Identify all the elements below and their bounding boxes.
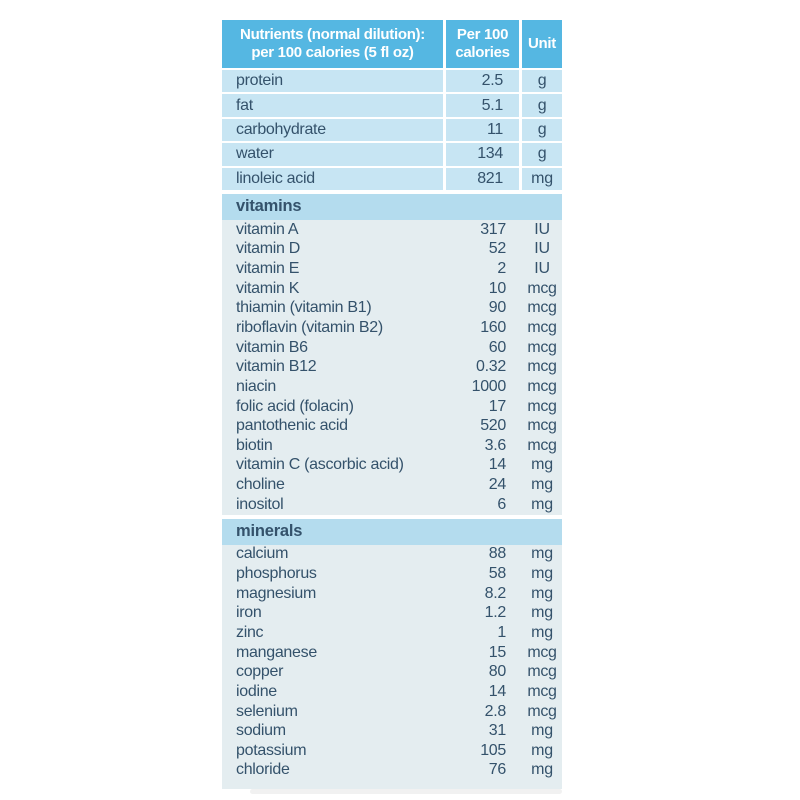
nutrient-name: carbohydrate <box>222 119 443 141</box>
header-unit-label: Unit <box>528 35 556 52</box>
nutrient-unit: mg <box>531 722 553 740</box>
nutrient-row <box>222 584 562 604</box>
nutrient-unit: mcg <box>527 663 557 681</box>
nutrient-name: vitamin B6 <box>236 338 308 356</box>
nutrient-name: biotin <box>236 436 273 454</box>
nutrient-name: protein <box>222 70 443 92</box>
nutrient-val: 520 <box>480 417 506 435</box>
nutrient-name: copper <box>236 663 284 681</box>
nutrient-val: 52 <box>488 240 506 258</box>
nutrient-unit: mcg <box>527 417 557 435</box>
nutrient-name: potassium <box>236 741 307 759</box>
nutrient-row <box>222 338 562 358</box>
nutrient-val: 2.8 <box>484 702 506 720</box>
nutrient-val: 160 <box>480 318 506 336</box>
nutrient-row <box>222 475 562 495</box>
nutrient-name: linoleic acid <box>222 168 443 190</box>
nutrient-row <box>222 761 562 781</box>
nutrient-val: 24 <box>488 476 506 494</box>
nutrient-name: pantothenic acid <box>236 417 348 435</box>
nutrient-unit: mg <box>531 565 553 583</box>
nutrient-name: vitamin B12 <box>236 358 317 376</box>
nutrient-name: vitamin C (ascorbic acid) <box>236 456 404 474</box>
nutrient-unit: mg <box>531 584 553 602</box>
nutrient-name: zinc <box>236 623 264 641</box>
nutrient-row <box>222 436 562 456</box>
nutrient-unit: mcg <box>527 702 557 720</box>
nutrient-unit: mcg <box>527 299 557 317</box>
nutrient-unit: mg <box>531 741 553 759</box>
nutrient-val: 90 <box>488 299 506 317</box>
nutrient-name: manganese <box>236 643 317 661</box>
nutrient-name: calcium <box>236 545 289 563</box>
nutrient-row <box>222 168 562 190</box>
nutrient-name: vitamin E <box>236 260 300 278</box>
nutrient-unit: IU <box>534 220 550 238</box>
nutrient-unit: mcg <box>527 279 557 297</box>
nutrient-name: fat <box>222 94 443 116</box>
nutrient-row <box>222 721 562 741</box>
nutrient-name: choline <box>236 476 285 494</box>
nutrient-row <box>222 564 562 584</box>
nutrient-unit: mcg <box>527 436 557 454</box>
nutrient-unit: g <box>522 70 562 92</box>
nutrient-name: vitamin A <box>236 220 299 238</box>
section-rows <box>222 70 562 190</box>
nutrient-val: 821 <box>446 168 519 190</box>
nutrient-val: 58 <box>488 565 506 583</box>
nutrient-row <box>222 416 562 436</box>
nutrient-row <box>222 70 562 92</box>
nutrient-row <box>222 259 562 279</box>
nutrient-unit: mcg <box>527 377 557 395</box>
nutrient-unit: g <box>522 119 562 141</box>
nutrient-row <box>222 623 562 643</box>
header-per100-line2: calories <box>455 44 510 61</box>
header-per100-line1: Per 100 <box>456 26 509 43</box>
nutrient-val: 2 <box>497 260 506 278</box>
nutrient-unit: mg <box>531 545 553 563</box>
nutrient-row <box>222 299 562 319</box>
nutrient-row <box>222 318 562 338</box>
nutrient-name: water <box>222 143 443 165</box>
nutrient-unit: mcg <box>527 318 557 336</box>
nutrient-val: 0.32 <box>476 358 506 376</box>
nutrient-row <box>222 603 562 623</box>
nutrient-val: 2.5 <box>446 70 519 92</box>
nutrient-row <box>222 220 562 240</box>
header-unit-column <box>522 20 562 68</box>
nutrient-val: 14 <box>488 682 506 700</box>
nutrient-row <box>222 119 562 141</box>
nutrient-name: thiamin (vitamin B1) <box>236 299 372 317</box>
nutrient-val: 17 <box>488 397 506 415</box>
nutrient-val: 10 <box>488 279 506 297</box>
nutrient-val: 105 <box>480 741 506 759</box>
nutrient-row <box>222 143 562 165</box>
nutrient-unit: mg <box>522 168 562 190</box>
nutrient-val: 60 <box>488 338 506 356</box>
nutrient-val: 1000 <box>471 377 506 395</box>
nutrient-name: inositol <box>236 495 284 513</box>
nutrient-row <box>222 240 562 260</box>
table-body <box>222 70 562 789</box>
nutrient-val: 11 <box>446 119 519 141</box>
nutrient-row <box>222 741 562 761</box>
nutrient-val: 6 <box>497 495 506 513</box>
nutrient-name: selenium <box>236 702 298 720</box>
nutrient-row <box>222 377 562 397</box>
nutrient-unit: mg <box>531 604 553 622</box>
nutrient-name: folic acid (folacin) <box>236 397 354 415</box>
nutrient-val: 5.1 <box>446 94 519 116</box>
nutrient-val: 14 <box>488 456 506 474</box>
nutrient-val: 76 <box>488 761 506 779</box>
nutrition-table-header <box>222 20 562 68</box>
nutrient-val: 88 <box>488 545 506 563</box>
nutrient-val: 317 <box>480 220 506 238</box>
nutrient-name: niacin <box>236 377 277 395</box>
nutrient-unit: mg <box>531 476 553 494</box>
section-header: vitamins <box>222 194 562 220</box>
nutrient-unit: mg <box>531 495 553 513</box>
nutrient-val: 80 <box>488 663 506 681</box>
nutrient-row <box>222 682 562 702</box>
nutrient-unit: mcg <box>527 338 557 356</box>
nutrient-name: phosphorus <box>236 565 317 583</box>
nutrient-row <box>222 495 562 515</box>
nutrient-name: iron <box>236 604 262 622</box>
nutrient-unit: g <box>522 94 562 116</box>
nutrient-name: chloride <box>236 761 290 779</box>
nutrient-row <box>222 702 562 722</box>
nutrient-row <box>222 279 562 299</box>
nutrient-row <box>222 357 562 377</box>
nutrient-val: 1.2 <box>484 604 506 622</box>
nutrient-val: 31 <box>488 722 506 740</box>
nutrient-unit: mcg <box>527 397 557 415</box>
nutrient-row <box>222 456 562 476</box>
nutrient-val: 15 <box>488 643 506 661</box>
nutrient-unit: mcg <box>527 643 557 661</box>
nutrient-row <box>222 643 562 663</box>
nutrient-row <box>222 397 562 417</box>
nutrient-unit: mg <box>531 456 553 474</box>
section-header: minerals <box>222 519 562 545</box>
nutrient-val: 3.6 <box>484 436 506 454</box>
nutrient-val: 1 <box>497 623 506 641</box>
nutrient-unit: g <box>522 143 562 165</box>
nutrient-name: iodine <box>236 682 277 700</box>
nutrient-name: magnesium <box>236 584 317 602</box>
nutrient-unit: mg <box>531 761 553 779</box>
section-rows <box>222 220 562 515</box>
nutrient-val: 8.2 <box>484 584 506 602</box>
nutrient-val: 134 <box>446 143 519 165</box>
nutrient-unit: mcg <box>527 682 557 700</box>
nutrient-row <box>222 545 562 565</box>
nutrition-table <box>222 20 562 789</box>
nutrient-name: sodium <box>236 722 286 740</box>
header-nutrients-line1: Nutrients (normal dilution): <box>240 26 425 43</box>
section-rows <box>222 545 562 790</box>
header-nutrients-line2: per 100 calories (5 fl oz) <box>251 44 414 61</box>
nutrient-unit: mg <box>531 623 553 641</box>
nutrient-unit: mcg <box>527 358 557 376</box>
nutrient-unit: IU <box>534 260 550 278</box>
header-per100-column <box>446 20 519 68</box>
nutrient-name: vitamin D <box>236 240 300 258</box>
nutrient-row <box>222 662 562 682</box>
nutrient-row <box>222 94 562 116</box>
nutrient-name: vitamin K <box>236 279 300 297</box>
header-nutrients-column <box>222 20 443 68</box>
nutrient-name: riboflavin (vitamin B2) <box>236 318 383 336</box>
label-bottom-shadow <box>250 789 562 794</box>
nutrient-unit: IU <box>534 240 550 258</box>
